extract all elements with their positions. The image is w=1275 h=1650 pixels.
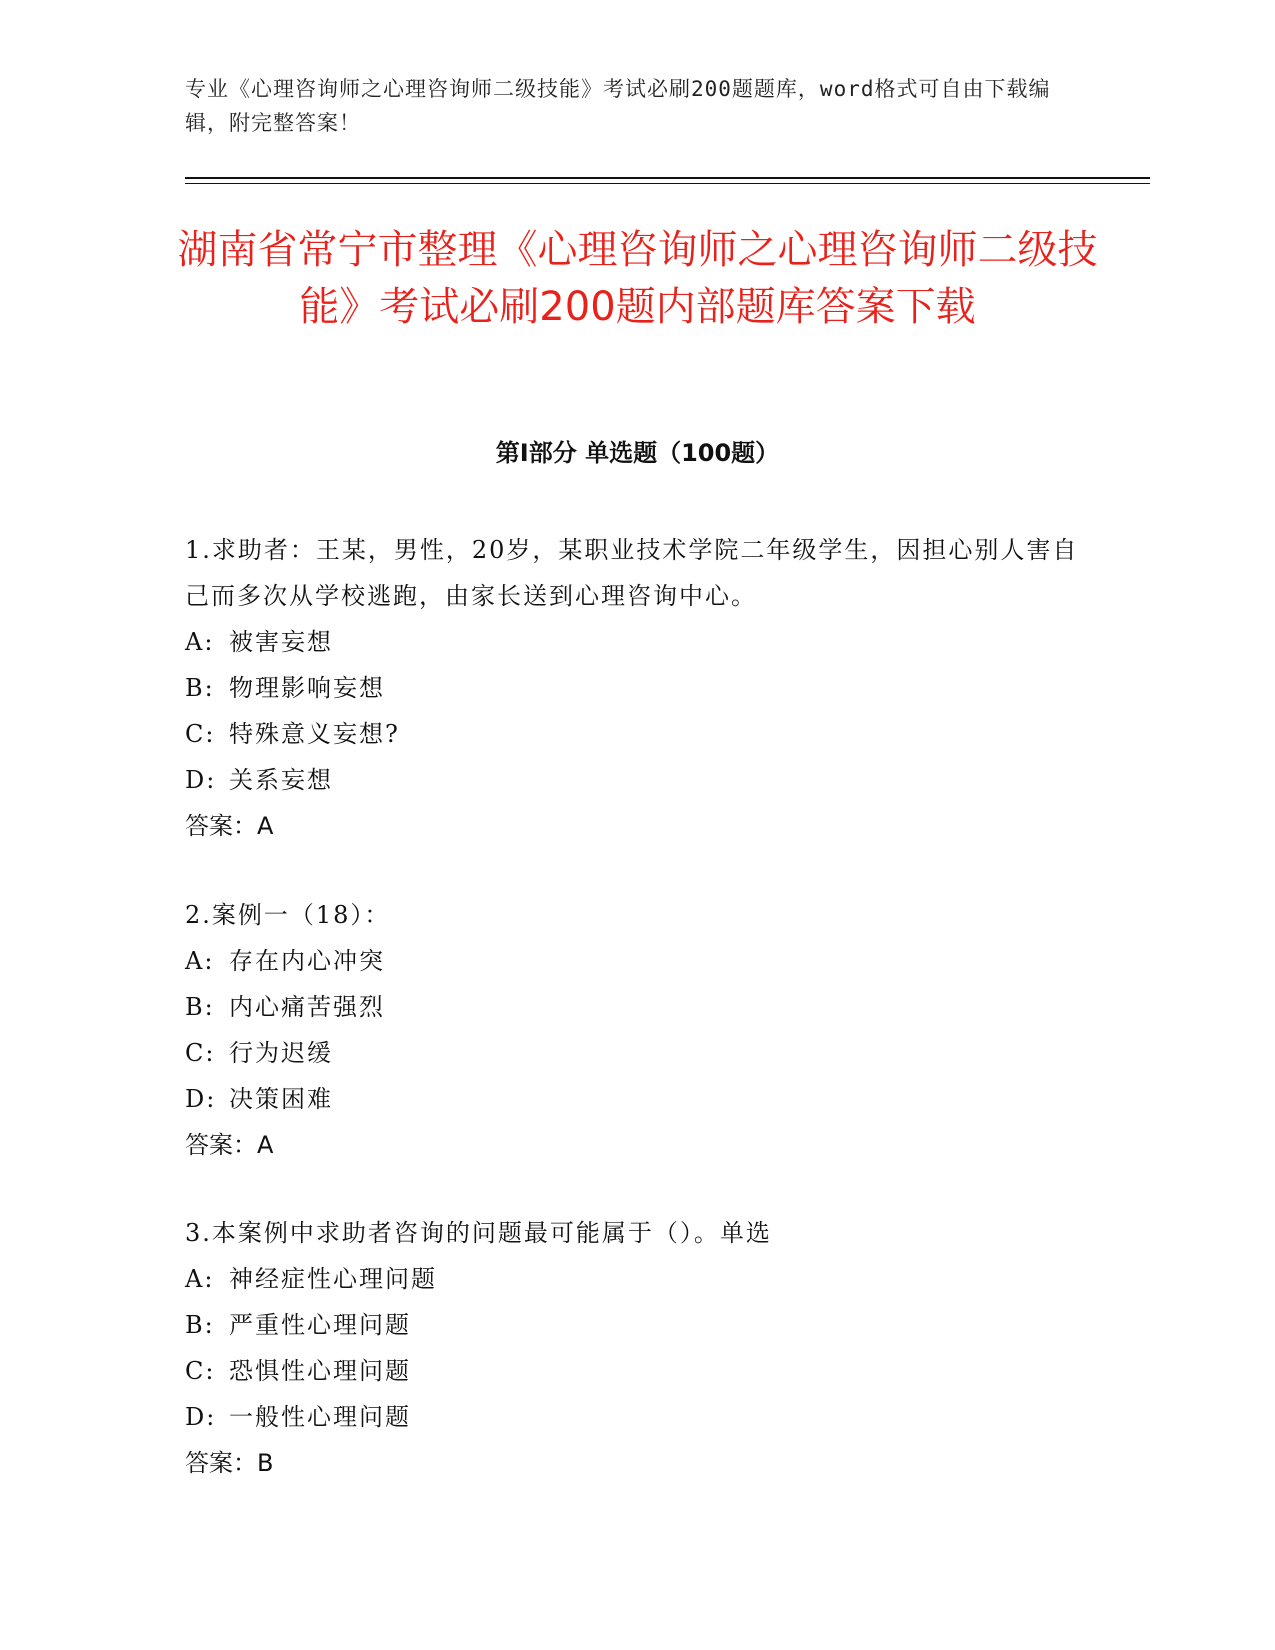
option-letter: D: (185, 766, 217, 794)
option-b (185, 665, 1085, 711)
option-c (185, 1348, 1085, 1394)
option-letter: C: (185, 1039, 216, 1067)
question-stem: 3.本案例中求助者咨询的问题最可能属于（）。单选 (185, 1219, 772, 1247)
question-stem: 1.求助者：王某，男性，20岁，某职业技术学院二年级学生，因担心别人害自己而多次从学校逃跑，由家长送到心理咨询中心。 (185, 536, 1079, 610)
option-text: 关系妄想 (229, 766, 333, 794)
option-letter: D: (185, 1403, 217, 1431)
option-letter: C: (185, 1357, 216, 1385)
option-text: 决策困难 (229, 1085, 333, 1113)
option-b (185, 984, 1085, 1030)
header-divider-thick (185, 177, 1150, 179)
option-letter: A: (185, 947, 215, 975)
header-divider-thin (185, 183, 1150, 184)
option-text: 被害妄想 (229, 628, 333, 656)
option-text: 神经症性心理问题 (229, 1265, 437, 1293)
option-letter: B: (185, 993, 215, 1021)
option-a (185, 619, 1085, 665)
option-text: 行为迟缓 (229, 1039, 333, 1067)
question-item (185, 892, 1085, 1168)
option-text: 恐惧性心理问题 (229, 1357, 411, 1385)
option-letter: C: (185, 720, 216, 748)
option-text: 存在内心冲突 (229, 947, 385, 975)
option-b (185, 1302, 1085, 1348)
option-d (185, 1394, 1085, 1440)
option-text: 物理影响妄想 (229, 674, 385, 702)
option-a (185, 1256, 1085, 1302)
option-c (185, 1030, 1085, 1076)
option-a (185, 938, 1085, 984)
answer-line: 答案：A (185, 812, 274, 840)
option-letter: D: (185, 1085, 217, 1113)
option-letter: A: (185, 628, 215, 656)
option-letter: B: (185, 674, 215, 702)
question-stem: 2.案例一（18）： (185, 901, 391, 929)
option-text: 一般性心理问题 (229, 1403, 411, 1431)
document-title: 湖南省常宁市整理《心理咨询师之心理咨询师二级技能》考试必刷200题内部题库答案下载 (177, 227, 1098, 330)
answer-line: 答案：B (185, 1449, 274, 1477)
header-note: 专业《心理咨询师之心理咨询师二级技能》考试必刷200题题库，word格式可自由下载编辑，附完整答案！ (185, 77, 1051, 135)
option-letter: B: (185, 1311, 215, 1339)
option-d (185, 1076, 1085, 1122)
question-item (185, 1210, 1085, 1486)
option-text: 严重性心理问题 (229, 1311, 411, 1339)
option-text: 特殊意义妄想? (229, 720, 400, 748)
option-c (185, 711, 1085, 757)
answer-line: 答案：A (185, 1131, 274, 1159)
section-heading: 第I部分 单选题（100题） (495, 439, 780, 467)
option-text: 内心痛苦强烈 (229, 993, 385, 1021)
option-d (185, 757, 1085, 803)
option-letter: A: (185, 1265, 215, 1293)
question-item (185, 527, 1085, 849)
